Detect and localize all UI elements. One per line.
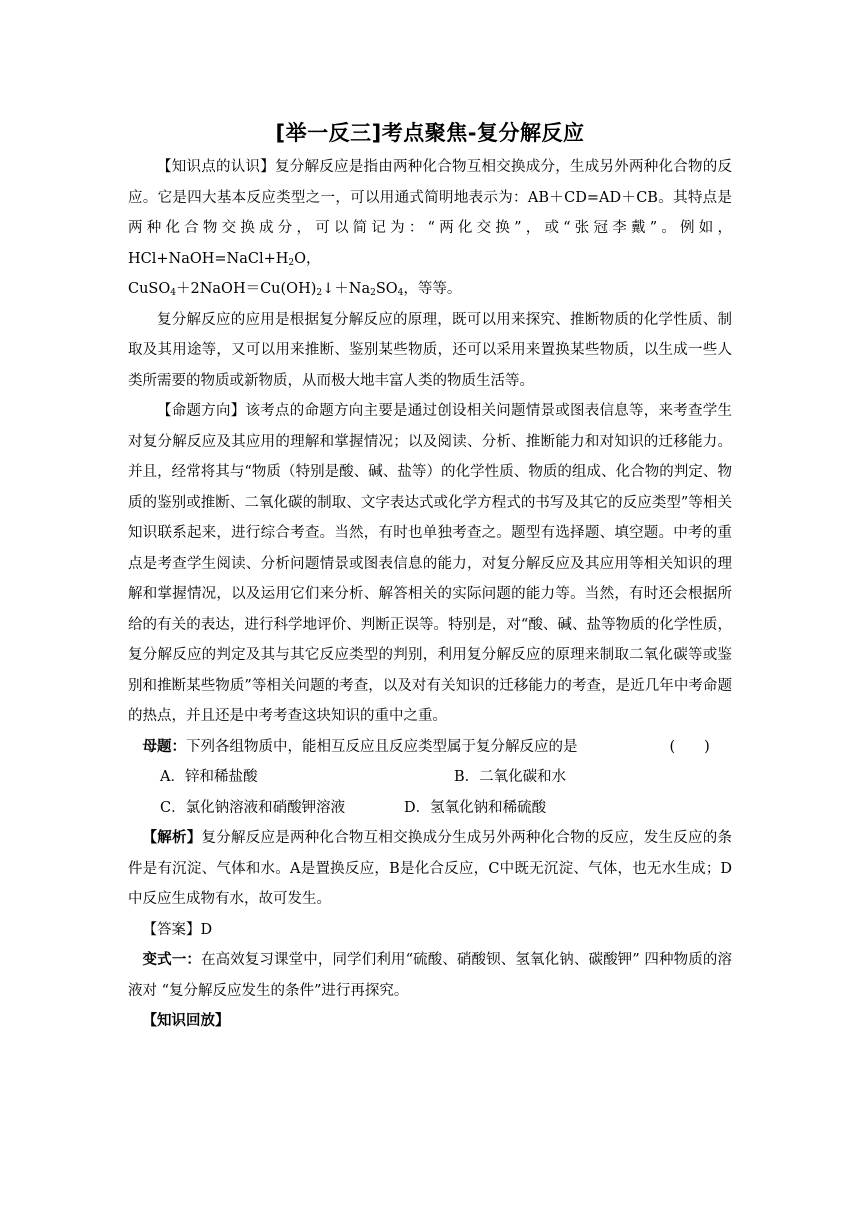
analysis-paragraph <box>128 823 732 915</box>
equation-part: SO <box>375 281 398 297</box>
intro-text: 复分解反应是指由两种化合物互相交换成分，生成另外两种化合物的反应。它是四大基本反应类型之一，可以用通式简明地表示为：AB＋CD=AD＋CB。其特点是两种化合物交换成分，可以简记为：“两化交换”，或“张冠李戴”。例如，HCl+NaOH=NaCl+H <box>128 159 732 267</box>
analysis-text: 复分解反应是两种化合物互相交换成分生成另外两种化合物的反应，发生反应的条件是有沉淀、气体和水。A是置换反应，B是化合反应，C中既无沉淀、气体，也无水生成；D中反应生成物有水，故可发生。 <box>128 830 733 907</box>
equation-part: CuSO <box>128 281 171 297</box>
subscript: 2 <box>370 288 376 298</box>
intro-paragraph <box>128 152 732 305</box>
direction-paragraph <box>128 396 732 732</box>
equation <box>128 274 461 305</box>
options-row-2 <box>128 793 732 824</box>
option-a: A．锌和稀盐酸 <box>160 769 258 785</box>
option-d: D．氢氧化钠和稀硫酸 <box>404 799 547 816</box>
equation-part: ↓＋Na <box>322 281 371 297</box>
equation-part: ＋2NaOH＝Cu(OH) <box>176 281 317 297</box>
option-b: B．二氧化碳和水 <box>454 769 567 785</box>
variant-paragraph <box>128 945 732 1006</box>
application-paragraph: 复分解反应的应用是根据复分解反应的原理，既可以用来探究、推断物质的化学性质、制取及其用途等，又可以用来推断、鉴别某些物质，还可以采用来置换某些物质，以生成一些人类所需要的物质或新物质，从而极大地丰富人类的物质生活等。 <box>128 311 732 389</box>
answer-bracket: ( ) <box>669 738 710 755</box>
analysis-label: 【解析】 <box>142 829 202 846</box>
question-text: 下列各组物质中，能相互反应且反应类型属于复分解反应的是 <box>186 738 578 755</box>
variant-text: 在高效复习课堂中，同学们利用“硫酸、硝酸钡、氢氧化钠、碳酸钾” 四种物质的溶液对 “复分解反应发生的条件”进行再探究。 <box>128 952 733 999</box>
review-heading: 【知识回放】 <box>142 1012 230 1029</box>
answer-label: 【答案】 <box>142 921 201 938</box>
answer-value: D <box>200 921 213 938</box>
intro-text-end: O， <box>294 250 321 267</box>
answer-line <box>128 915 732 946</box>
options-row-1 <box>128 762 732 793</box>
direction-text: 该考点的命题方向主要是通过创设相关问题情景或图表信息等，来考查学生对复分解反应及其应用的理解和掌握情况；以及阅读、分析、推断能力和对知识的迁移能力。并且，经常将其与“物质（特别是酸、碱、盐等）的化学性质、物质的组成、化合物的判定、物质的鉴别或推断、二氧化碳的制取、文字表达式或化学方程式的书写及其它的反应类型”等相关知识联系起来，进行综合考查。当然，有时也单独考查之。题型有选择题、填空题。中考的重点是考查学生阅读、分析问题情景或图表信息的能力，对复分解反应及其应用等相关知识的理解和掌握情况，以及运用它们来分析、解答相关的实际问题的能力等。当然，有时还会根据所给的有关的表达，进行科学地评价、判断正误等。特别是，对“酸、碱、盐等物质的化学性质，复分解反应的判定及其与其它反应类型的判别，利用复分解反应的原理来制取二氧化碳等或鉴别和推断某些物质”等相关问题的考查，以及对有关知识的迁移能力的考查，是近几年中考命题的热点，并且还是中考考查这块知识的重中之重。 <box>128 403 732 724</box>
question-label: 母题： <box>142 737 186 755</box>
subscript: 4 <box>170 288 176 298</box>
equation-part: ，等等。 <box>403 281 462 297</box>
direction-label: 【命题方向】 <box>157 403 246 419</box>
page-title: [举一反三]考点聚焦-复分解反应 <box>275 121 585 145</box>
variant-label: 变式一： <box>142 951 201 968</box>
question-line <box>128 732 732 763</box>
document-body <box>128 152 732 1037</box>
intro-label: 【知识点的认识】 <box>157 159 275 175</box>
subscript: 2 <box>316 288 323 298</box>
subscript: 2 <box>288 257 295 268</box>
option-c: C．氯化钠溶液和硝酸钾溶液 <box>160 799 346 816</box>
subscript: 4 <box>397 288 404 298</box>
